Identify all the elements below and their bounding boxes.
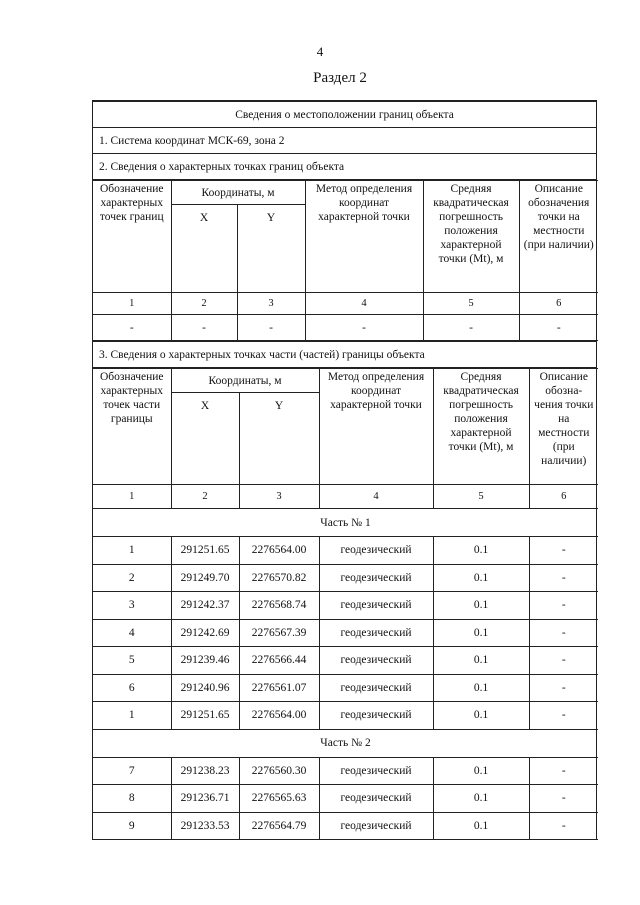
method: геодезический xyxy=(319,757,433,785)
coord-system: 1. Система координат МСК-69, зона 2 xyxy=(93,128,596,154)
description: - xyxy=(529,702,598,730)
block3-col-point: Обозначение характерных точек части границы xyxy=(93,369,171,485)
point-row xyxy=(93,592,598,620)
block2-col-coords: Координаты, м xyxy=(171,181,305,205)
block2-table xyxy=(93,180,598,341)
block2-col-method: Метод определения координат характерной точки xyxy=(305,181,423,293)
coord-y: 2276568.74 xyxy=(239,592,319,620)
method: геодезический xyxy=(319,592,433,620)
coord-x: 291249.70 xyxy=(171,564,239,592)
coord-x: 291238.23 xyxy=(171,757,239,785)
accuracy: 0.1 xyxy=(433,564,529,592)
empty-cell: - xyxy=(423,315,519,341)
part-label: Часть № 1 xyxy=(93,509,598,537)
coord-y: 2276565.63 xyxy=(239,785,319,813)
accuracy: 0.1 xyxy=(433,812,529,840)
description: - xyxy=(529,537,598,565)
point-id: 8 xyxy=(93,785,171,813)
description: - xyxy=(529,647,598,675)
accuracy: 0.1 xyxy=(433,702,529,730)
coord-y: 2276564.00 xyxy=(239,537,319,565)
point-row xyxy=(93,647,598,675)
description: - xyxy=(529,757,598,785)
boundary-sheet xyxy=(92,100,597,840)
num-cell: 6 xyxy=(529,485,598,509)
point-row xyxy=(93,564,598,592)
description: - xyxy=(529,592,598,620)
block3-col-method: Метод определения координат характерной точки xyxy=(319,369,433,485)
empty-cell: - xyxy=(237,315,305,341)
empty-cell: - xyxy=(93,315,171,341)
accuracy: 0.1 xyxy=(433,674,529,702)
description: - xyxy=(529,674,598,702)
accuracy: 0.1 xyxy=(433,537,529,565)
part-label-row xyxy=(93,509,598,537)
coord-y: 2276567.39 xyxy=(239,619,319,647)
block3-col-x: X xyxy=(171,393,239,485)
section-title: Раздел 2 xyxy=(313,70,367,86)
coord-x: 291233.53 xyxy=(171,812,239,840)
coord-y: 2276564.79 xyxy=(239,812,319,840)
block3-col-y: Y xyxy=(239,393,319,485)
block3-title-table xyxy=(93,341,596,368)
coord-x: 291242.37 xyxy=(171,592,239,620)
method: геодезический xyxy=(319,647,433,675)
coord-x: 291239.46 xyxy=(171,647,239,675)
method: геодезический xyxy=(319,702,433,730)
coord-x: 291251.65 xyxy=(171,702,239,730)
num-cell: 3 xyxy=(237,293,305,315)
num-cell: 5 xyxy=(433,485,529,509)
point-row xyxy=(93,537,598,565)
num-cell: 6 xyxy=(519,293,598,315)
num-cell: 4 xyxy=(319,485,433,509)
point-id: 9 xyxy=(93,812,171,840)
description: - xyxy=(529,564,598,592)
point-id: 5 xyxy=(93,647,171,675)
coord-y: 2276561.07 xyxy=(239,674,319,702)
accuracy: 0.1 xyxy=(433,592,529,620)
method: геодезический xyxy=(319,812,433,840)
accuracy: 0.1 xyxy=(433,647,529,675)
block3-table xyxy=(93,368,598,840)
num-cell: 1 xyxy=(93,293,171,315)
block2-title: 2. Сведения о характерных точках границ объекта xyxy=(93,154,596,180)
empty-cell: - xyxy=(519,315,598,341)
point-id: 6 xyxy=(93,674,171,702)
page-number: 4 xyxy=(316,44,324,59)
coord-y: 2276566.44 xyxy=(239,647,319,675)
coord-x: 291236.71 xyxy=(171,785,239,813)
parts-body xyxy=(93,509,598,840)
description: - xyxy=(529,785,598,813)
method: геодезический xyxy=(319,674,433,702)
empty-cell: - xyxy=(305,315,423,341)
coord-x: 291251.65 xyxy=(171,537,239,565)
point-id: 1 xyxy=(93,537,171,565)
point-id: 1 xyxy=(93,702,171,730)
block3-col-desc: Описание обозна-чения точки на местности (при наличии) xyxy=(529,369,598,485)
description: - xyxy=(529,812,598,840)
block3-col-error: Средняя квадратическая погрешность положения характерной точки (Mt), м xyxy=(433,369,529,485)
method: геодезический xyxy=(319,619,433,647)
point-row xyxy=(93,674,598,702)
block3-col-coords: Координаты, м xyxy=(171,369,319,393)
point-id: 2 xyxy=(93,564,171,592)
block2-col-y: Y xyxy=(237,205,305,293)
method: геодезический xyxy=(319,537,433,565)
num-cell: 4 xyxy=(305,293,423,315)
sheet-header: Сведения о местоположении границ объекта xyxy=(93,102,596,128)
point-id: 7 xyxy=(93,757,171,785)
block2-col-desc: Описание обозначения точки на местности (при наличии) xyxy=(519,181,598,293)
point-row xyxy=(93,702,598,730)
block2-empty-row xyxy=(93,315,598,341)
num-cell: 1 xyxy=(93,485,171,509)
point-row xyxy=(93,785,598,813)
block3-title: 3. Сведения о характерных точках части (частей) границы объекта xyxy=(93,342,596,368)
point-row xyxy=(93,619,598,647)
header-table xyxy=(93,101,596,180)
method: геодезический xyxy=(319,785,433,813)
point-row xyxy=(93,757,598,785)
block2-col-point: Обозначение характерных точек границ xyxy=(93,181,171,293)
point-id: 3 xyxy=(93,592,171,620)
num-cell: 3 xyxy=(239,485,319,509)
description: - xyxy=(529,619,598,647)
coord-x: 291242.69 xyxy=(171,619,239,647)
block3-number-row xyxy=(93,485,598,509)
num-cell: 5 xyxy=(423,293,519,315)
accuracy: 0.1 xyxy=(433,785,529,813)
empty-cell: - xyxy=(171,315,237,341)
num-cell: 2 xyxy=(171,485,239,509)
coord-x: 291240.96 xyxy=(171,674,239,702)
method: геодезический xyxy=(319,564,433,592)
point-row xyxy=(93,812,598,840)
block2-col-error: Средняя квадратическая погрешность положения характерной точки (Mt), м xyxy=(423,181,519,293)
num-cell: 2 xyxy=(171,293,237,315)
coord-y: 2276560.30 xyxy=(239,757,319,785)
block2-col-x: X xyxy=(171,205,237,293)
point-id: 4 xyxy=(93,619,171,647)
coord-y: 2276564.00 xyxy=(239,702,319,730)
accuracy: 0.1 xyxy=(433,757,529,785)
part-label: Часть № 2 xyxy=(93,729,598,757)
accuracy: 0.1 xyxy=(433,619,529,647)
part-label-row xyxy=(93,729,598,757)
coord-y: 2276570.82 xyxy=(239,564,319,592)
block2-number-row xyxy=(93,293,598,315)
